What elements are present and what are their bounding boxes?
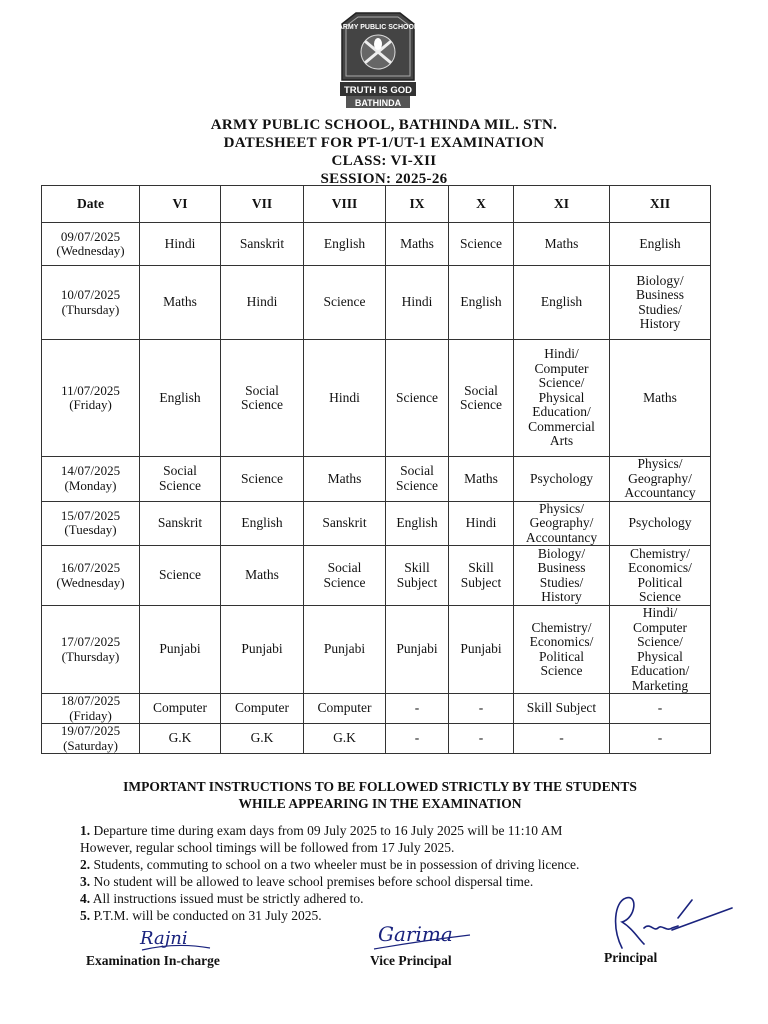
table-cell: Social Science xyxy=(140,457,221,502)
table-cell: English xyxy=(140,340,221,457)
table-cell: Sanskrit xyxy=(304,501,386,546)
header-class-xi: XI xyxy=(514,186,610,223)
table-row xyxy=(42,223,711,266)
instruction-text: Students, commuting to school on a two wheeler must be in possession of driving licence. xyxy=(93,857,580,872)
table-cell: Hindi xyxy=(449,501,514,546)
table-cell: - xyxy=(449,724,514,754)
instruction-number: 1. xyxy=(80,823,91,838)
instruction-number: 4. xyxy=(80,891,91,906)
table-cell: Physics/ Geography/ Accountancy xyxy=(514,501,610,546)
table-cell: Psychology xyxy=(514,457,610,502)
instruction-item xyxy=(80,839,720,856)
table-cell: 16/07/2025 (Wednesday) xyxy=(42,546,140,606)
table-cell: Skill Subject xyxy=(386,546,449,606)
school-name: ARMY PUBLIC SCHOOL, BATHINDA MIL. STN. xyxy=(210,117,558,133)
table-cell: 14/07/2025 (Monday) xyxy=(42,457,140,502)
table-cell: Social Science xyxy=(221,340,304,457)
table-cell: Maths xyxy=(610,340,711,457)
table-cell: Science xyxy=(221,457,304,502)
table-cell: Skill Subject xyxy=(514,694,610,724)
vice-principal-label: Vice Principal xyxy=(370,953,452,968)
table-cell: Computer xyxy=(304,694,386,724)
table-cell: Psychology xyxy=(610,501,711,546)
table-cell: G.K xyxy=(140,724,221,754)
instructions-title-line: IMPORTANT INSTRUCTIONS TO BE FOLLOWED STRICTLY BY THE STUDENTS xyxy=(123,779,637,794)
table-cell: Science xyxy=(386,340,449,457)
instruction-number: 5. xyxy=(80,908,91,923)
principal-signature xyxy=(592,888,742,958)
table-cell: Maths xyxy=(514,223,610,266)
table-cell: Punjabi xyxy=(140,606,221,694)
instructions-title xyxy=(60,778,700,812)
table-cell: Maths xyxy=(140,266,221,340)
table-cell: Chemistry/ Economics/ Political Science xyxy=(610,546,711,606)
header-class-ix: IX xyxy=(386,186,449,223)
instruction-text: Departure time during exam days from 09 July 2025 to 16 July 2025 will be 11:10 AM xyxy=(93,823,563,838)
table-cell: Science xyxy=(140,546,221,606)
table-cell: Computer xyxy=(140,694,221,724)
instruction-number: 2. xyxy=(80,857,91,872)
table-cell: Maths xyxy=(304,457,386,502)
table-cell: - xyxy=(449,694,514,724)
table-cell: Maths xyxy=(449,457,514,502)
vice-principal-signature xyxy=(370,915,480,955)
table-cell: English xyxy=(514,266,610,340)
table-cell: Social Science xyxy=(386,457,449,502)
document-header xyxy=(0,116,768,188)
table-cell: English xyxy=(449,266,514,340)
table-row xyxy=(42,694,711,724)
vice-principal-signature-text: Garima xyxy=(378,922,453,946)
datesheet-table xyxy=(41,185,711,754)
school-logo xyxy=(336,10,420,110)
instruction-text: However, regular school timings will be followed from 17 July 2025. xyxy=(80,840,455,855)
table-cell: G.K xyxy=(304,724,386,754)
table-cell: Maths xyxy=(386,223,449,266)
table-cell: Hindi/ Computer Science/ Physical Education/ Commercial Arts xyxy=(514,340,610,457)
table-row xyxy=(42,606,711,694)
header-date: Date xyxy=(42,186,140,223)
instruction-item xyxy=(80,856,720,873)
table-cell: Punjabi xyxy=(386,606,449,694)
incharge-label: Examination In-charge xyxy=(86,953,220,968)
table-cell: 17/07/2025 (Thursday) xyxy=(42,606,140,694)
table-cell: Social Science xyxy=(304,546,386,606)
table-cell: - xyxy=(386,694,449,724)
instruction-text: All instructions issued must be strictly adhered to. xyxy=(92,891,364,906)
table-cell: English xyxy=(610,223,711,266)
instructions-title-line: WHILE APPEARING IN THE EXAMINATION xyxy=(238,796,522,811)
instruction-item xyxy=(80,822,720,839)
incharge-signature-text: Rajni xyxy=(140,928,188,949)
table-cell: Punjabi xyxy=(221,606,304,694)
class-range: CLASS: VI-XII xyxy=(331,153,437,169)
header-class-vi: VI xyxy=(140,186,221,223)
table-cell: Hindi/ Computer Science/ Physical Education/ Marketing xyxy=(610,606,711,694)
table-cell: - xyxy=(386,724,449,754)
table-cell: 09/07/2025 (Wednesday) xyxy=(42,223,140,266)
table-cell: English xyxy=(386,501,449,546)
table-cell: Sanskrit xyxy=(140,501,221,546)
logo-place: BATHINDA xyxy=(354,98,402,108)
table-cell: Hindi xyxy=(140,223,221,266)
table-cell: Maths xyxy=(221,546,304,606)
table-row xyxy=(42,501,711,546)
table-cell: Computer xyxy=(221,694,304,724)
table-cell: 19/07/2025 (Saturday) xyxy=(42,724,140,754)
table-cell: Hindi xyxy=(221,266,304,340)
table-cell: Sanskrit xyxy=(221,223,304,266)
table-cell: English xyxy=(304,223,386,266)
table-cell: Skill Subject xyxy=(449,546,514,606)
table-cell: Punjabi xyxy=(304,606,386,694)
table-cell: 11/07/2025 (Friday) xyxy=(42,340,140,457)
session: SESSION: 2025-26 xyxy=(320,171,448,187)
table-row xyxy=(42,546,711,606)
table-cell: 10/07/2025 (Thursday) xyxy=(42,266,140,340)
header-class-xii: XII xyxy=(610,186,711,223)
table-cell: Social Science xyxy=(449,340,514,457)
table-row xyxy=(42,457,711,502)
principal-label: Principal xyxy=(604,950,658,965)
table-cell: - xyxy=(610,724,711,754)
table-row xyxy=(42,724,711,754)
datesheet-title: DATESHEET FOR PT-1/UT-1 EXAMINATION xyxy=(223,135,545,151)
table-cell: Punjabi xyxy=(449,606,514,694)
header-class-x: X xyxy=(449,186,514,223)
table-cell: - xyxy=(610,694,711,724)
table-cell: - xyxy=(514,724,610,754)
table-cell: 18/07/2025 (Friday) xyxy=(42,694,140,724)
table-cell: Science xyxy=(304,266,386,340)
table-cell: English xyxy=(221,501,304,546)
table-cell: Biology/ Business Studies/ History xyxy=(514,546,610,606)
incharge-signature xyxy=(136,920,216,956)
table-cell: Chemistry/ Economics/ Political Science xyxy=(514,606,610,694)
table-header-row xyxy=(42,186,711,223)
table-cell: G.K xyxy=(221,724,304,754)
table-row xyxy=(42,266,711,340)
table-cell: Physics/ Geography/ Accountancy xyxy=(610,457,711,502)
header-class-vii: VII xyxy=(221,186,304,223)
table-cell: Hindi xyxy=(386,266,449,340)
instruction-text: P.T.M. will be conducted on 31 July 2025. xyxy=(93,908,322,923)
instruction-text: No student will be allowed to leave school premises before school dispersal time. xyxy=(93,874,534,889)
table-cell: 15/07/2025 (Tuesday) xyxy=(42,501,140,546)
header-class-viii: VIII xyxy=(304,186,386,223)
logo-motto: TRUTH IS GOD xyxy=(343,85,413,96)
instruction-number: 3. xyxy=(80,874,91,889)
table-row xyxy=(42,340,711,457)
table-cell: Hindi xyxy=(304,340,386,457)
table-cell: Biology/ Business Studies/ History xyxy=(610,266,711,340)
logo-ring-text: ARMY PUBLIC SCHOOL xyxy=(337,24,419,31)
table-cell: Science xyxy=(449,223,514,266)
